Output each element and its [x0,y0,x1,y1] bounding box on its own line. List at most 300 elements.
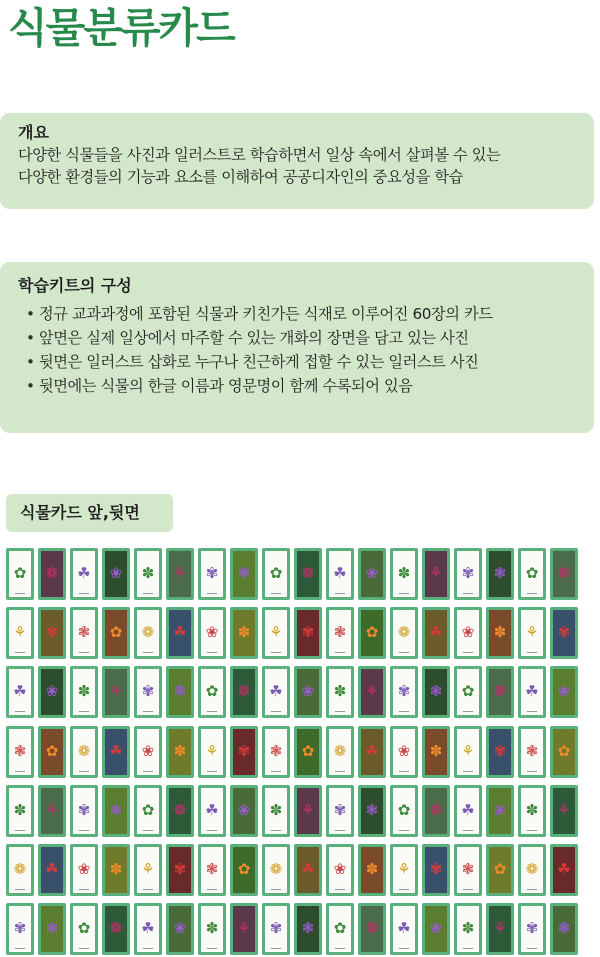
flower-icon: ⚘ [397,860,411,879]
plant-card-back-illustration [134,785,162,837]
plant-card-front-photo [102,666,130,718]
flower-icon: ⚘ [109,682,123,701]
kit-item: • 정규 교과과정에 포함된 식물과 키친가든 식재로 이루어진 60장의 카드 [26,302,576,326]
plant-card-back-illustration [454,844,482,896]
kit-item: • 뒷면에는 식물의 한글 이름과 영문명이 함께 수록되어 있음 [26,374,576,398]
plant-card-front-photo [422,844,450,896]
plant-card-front-photo [230,548,258,600]
card-caption-line [527,948,537,949]
flower-icon: ❀ [237,801,251,820]
plant-card-front-photo [38,666,66,718]
flower-icon: ❀ [109,564,123,583]
plant-card-back-illustration [518,785,546,837]
flower-icon: ❀ [397,742,411,761]
plant-card-back-illustration [70,548,98,600]
plant-card-back-illustration [262,785,290,837]
card-caption-line [79,830,89,831]
plant-card-back-illustration [198,607,226,659]
card-caption-line [271,711,281,712]
flower-icon: ☘ [397,919,411,938]
flower-icon: ❁ [397,623,411,642]
flower-icon: ✿ [45,742,59,761]
card-caption-line [143,948,153,949]
plant-card-front-photo [294,844,322,896]
plant-card-back-illustration [6,666,34,718]
flower-icon: ⚘ [461,742,475,761]
card-caption-line [399,771,409,772]
flower-icon: ✾ [429,860,443,879]
flower-icon: ⚘ [269,623,283,642]
flower-icon: ☘ [77,564,91,583]
plant-card-back-illustration [518,903,546,955]
flower-icon: ❀ [333,860,347,879]
plant-card-front-photo [486,548,514,600]
flower-icon: ⚘ [493,919,507,938]
card-caption-line [271,771,281,772]
plant-card-front-photo [166,607,194,659]
card-caption-line [335,771,345,772]
card-caption-line [15,771,25,772]
plant-card-front-photo [230,726,258,778]
plant-card-grid [6,548,583,953]
card-caption-line [399,830,409,831]
plant-card-front-photo [102,726,130,778]
plant-card-back-illustration [518,726,546,778]
flower-icon: ✾ [13,919,27,938]
plant-card-back-illustration [454,607,482,659]
kit-list [18,302,576,398]
plant-card-back-illustration [6,548,34,600]
plant-card-front-photo [294,548,322,600]
flower-icon: ❁ [237,682,251,701]
plant-card-front-photo [550,607,578,659]
flower-icon: ❃ [333,623,347,642]
overview-line: 다양한 환경들의 기능과 요소를 이해하여 공공디자인의 중요성을 학습 [18,168,463,186]
flower-icon: ❃ [429,682,443,701]
flower-icon: ☘ [141,919,155,938]
overview-heading: 개요 [18,123,49,142]
plant-card-back-illustration [6,844,34,896]
flower-icon: ❁ [109,919,123,938]
card-caption-line [207,948,217,949]
flower-icon: ✾ [77,801,91,820]
flower-icon: ❀ [173,919,187,938]
flower-icon: ❃ [269,742,283,761]
plant-card-back-illustration [198,548,226,600]
plant-card-back-illustration [390,607,418,659]
flower-icon: ❃ [301,919,315,938]
plant-card-front-photo [422,903,450,955]
plant-card-back-illustration [390,548,418,600]
flower-icon: ✿ [77,919,91,938]
flower-icon: ❁ [141,623,155,642]
card-caption-line [463,593,473,594]
card-caption-line [527,771,537,772]
flower-icon: ☘ [109,742,123,761]
card-caption-line [207,593,217,594]
flower-icon: ❃ [205,860,219,879]
flower-icon: ✿ [269,564,283,583]
flower-icon: ☘ [13,682,27,701]
card-caption-line [15,889,25,890]
flower-icon: ❃ [493,564,507,583]
plant-card-front-photo [230,903,258,955]
plant-card-back-illustration [262,548,290,600]
flower-icon: ❀ [45,682,59,701]
flower-icon: ⚘ [141,860,155,879]
plant-card-front-photo [38,844,66,896]
card-caption-line [79,889,89,890]
plant-card-front-photo [486,785,514,837]
plant-card-back-illustration [454,548,482,600]
plant-card-front-photo [422,785,450,837]
plant-card-back-illustration [390,785,418,837]
flower-icon: ✿ [493,860,507,879]
flower-icon: ❃ [45,919,59,938]
card-caption-line [463,889,473,890]
plant-card-back-illustration [454,903,482,955]
plant-card-front-photo [294,785,322,837]
flower-icon: ✿ [333,919,347,938]
card-caption-line [79,948,89,949]
card-caption-line [15,711,25,712]
flower-icon: ❃ [237,564,251,583]
flower-icon: ☘ [429,623,443,642]
flower-icon: ❁ [429,801,443,820]
flower-icon: ❁ [333,742,347,761]
flower-icon: ✾ [525,919,539,938]
plant-card-front-photo [38,785,66,837]
card-caption-line [527,889,537,890]
plant-card-back-illustration [262,666,290,718]
flower-icon: ❀ [365,564,379,583]
plant-card-front-photo [550,844,578,896]
flower-icon: ⚘ [525,623,539,642]
plant-card-back-illustration [262,844,290,896]
plant-card-front-photo [422,548,450,600]
plant-card-back-illustration [326,548,354,600]
flower-icon: ✾ [237,742,251,761]
flower-icon: ✾ [301,623,315,642]
flower-icon: ✿ [461,682,475,701]
plant-card-back-illustration [262,726,290,778]
plant-card-front-photo [550,903,578,955]
plant-card-back-illustration [262,903,290,955]
plant-card-back-illustration [390,726,418,778]
card-caption-line [463,771,473,772]
plant-card-back-illustration [70,844,98,896]
card-caption-line [527,593,537,594]
flower-icon: ❀ [461,623,475,642]
plant-card-front-photo [230,607,258,659]
plant-card-back-illustration [70,903,98,955]
plant-card-front-photo [294,666,322,718]
flower-icon: ⚘ [557,801,571,820]
flower-icon: ☘ [333,564,347,583]
plant-card-front-photo [294,607,322,659]
card-caption-line [463,948,473,949]
card-caption-line [207,771,217,772]
card-caption-line [271,652,281,653]
flower-icon: ✽ [461,919,475,938]
flower-icon: ⚘ [365,682,379,701]
flower-icon: ✽ [205,919,219,938]
plant-card-front-photo [358,785,386,837]
plant-card-front-photo [102,903,130,955]
flower-icon: ☘ [525,682,539,701]
card-caption-line [399,948,409,949]
flower-icon: ❃ [461,860,475,879]
plant-card-front-photo [38,548,66,600]
card-caption-line [207,711,217,712]
card-caption-line [15,652,25,653]
plant-card-front-photo [102,607,130,659]
plant-card-front-photo [550,726,578,778]
flower-icon: ❁ [525,860,539,879]
card-caption-line [399,652,409,653]
card-caption-line [335,889,345,890]
flower-icon: ☘ [269,682,283,701]
flower-icon: ❃ [13,742,27,761]
plant-card-front-photo [230,785,258,837]
card-caption-line [335,948,345,949]
flower-icon: ✾ [45,623,59,642]
flower-icon: ❀ [141,742,155,761]
flower-icon: ✾ [173,860,187,879]
plant-card-back-illustration [134,903,162,955]
flower-icon: ❁ [13,860,27,879]
flower-icon: ✾ [557,623,571,642]
flower-icon: ⚘ [237,919,251,938]
card-caption-line [463,652,473,653]
flower-icon: ⚘ [45,801,59,820]
flower-icon: ❁ [301,564,315,583]
plant-card-front-photo [422,666,450,718]
flower-icon: ✾ [205,564,219,583]
plant-card-front-photo [486,844,514,896]
flower-icon: ❃ [557,919,571,938]
plant-card-front-photo [166,903,194,955]
plant-card-back-illustration [262,607,290,659]
plant-card-front-photo [422,607,450,659]
flower-icon: ✽ [141,564,155,583]
plant-card-back-illustration [198,844,226,896]
plant-card-front-photo [294,726,322,778]
card-caption-line [335,593,345,594]
flower-icon: ❁ [45,564,59,583]
card-caption-line [143,830,153,831]
flower-icon: ✽ [109,860,123,879]
plant-card-front-photo [38,607,66,659]
cards-section-label: 식물카드 앞,뒷면 [6,494,173,532]
flower-icon: ❃ [365,801,379,820]
flower-icon: ✽ [333,682,347,701]
flower-icon: ☘ [45,860,59,879]
plant-card-back-illustration [70,785,98,837]
plant-card-front-photo [358,903,386,955]
flower-icon: ✾ [461,564,475,583]
card-caption-line [463,711,473,712]
card-caption-line [15,593,25,594]
card-caption-line [527,830,537,831]
flower-icon: ✽ [397,564,411,583]
card-caption-line [335,652,345,653]
plant-card-back-illustration [326,785,354,837]
plant-card-front-photo [102,785,130,837]
flower-icon: ✽ [525,801,539,820]
flower-icon: ✿ [365,623,379,642]
flower-icon: ✿ [525,564,539,583]
flower-icon: ❃ [77,623,91,642]
plant-card-front-photo [358,844,386,896]
card-caption-line [399,889,409,890]
flower-icon: ⚘ [301,801,315,820]
plant-card-back-illustration [198,666,226,718]
flower-icon: ❃ [109,801,123,820]
flower-icon: ✽ [237,623,251,642]
flower-icon: ❁ [173,801,187,820]
plant-card-front-photo [102,548,130,600]
plant-card-back-illustration [6,726,34,778]
flower-icon: ⚘ [13,623,27,642]
flower-icon: ❁ [493,682,507,701]
plant-card-back-illustration [70,666,98,718]
plant-card-front-photo [358,548,386,600]
plant-card-back-illustration [326,844,354,896]
kit-item: • 뒷면은 일러스트 삽화로 누구나 친근하게 접할 수 있는 일러스트 사진 [26,350,576,374]
flower-icon: ☘ [205,801,219,820]
plant-card-front-photo [166,548,194,600]
card-caption-line [207,652,217,653]
plant-card-front-photo [358,607,386,659]
plant-card-front-photo [486,666,514,718]
card-caption-line [335,711,345,712]
flower-icon: ⚘ [429,564,443,583]
plant-card-back-illustration [326,666,354,718]
plant-card-front-photo [230,666,258,718]
card-caption-line [271,830,281,831]
plant-card-front-photo [358,666,386,718]
page-title: 식물분류카드 [8,4,234,52]
card-caption-line [399,711,409,712]
flower-icon: ❀ [301,682,315,701]
plant-card-back-illustration [198,903,226,955]
plant-card-back-illustration [134,607,162,659]
flower-icon: ⚘ [173,564,187,583]
flower-icon: ✽ [429,742,443,761]
flower-icon: ✿ [13,564,27,583]
flower-icon: ❁ [365,919,379,938]
flower-icon: ✾ [333,801,347,820]
card-caption-line [335,830,345,831]
plant-card-back-illustration [6,903,34,955]
card-caption-line [143,593,153,594]
plant-card-front-photo [38,726,66,778]
flower-icon: ☘ [173,623,187,642]
card-caption-line [271,948,281,949]
flower-icon: ✾ [269,919,283,938]
flower-icon: ❀ [205,623,219,642]
plant-card-front-photo [166,844,194,896]
card-caption-line [143,652,153,653]
plant-card-back-illustration [134,844,162,896]
plant-card-back-illustration [326,903,354,955]
plant-card-front-photo [166,785,194,837]
plant-card-back-illustration [326,607,354,659]
plant-card-front-photo [550,548,578,600]
flower-icon: ✿ [557,742,571,761]
flower-icon: ✿ [301,742,315,761]
plant-card-front-photo [486,607,514,659]
flower-icon: ✽ [269,801,283,820]
plant-card-back-illustration [198,785,226,837]
flower-icon: ❀ [429,919,443,938]
plant-card-front-photo [294,903,322,955]
plant-card-back-illustration [134,666,162,718]
plant-card-front-photo [166,666,194,718]
plant-card-front-photo [486,903,514,955]
flower-icon: ❁ [557,564,571,583]
flower-icon: ❀ [77,860,91,879]
card-caption-line [79,771,89,772]
card-caption-line [271,889,281,890]
plant-card-back-illustration [134,548,162,600]
plant-card-back-illustration [390,903,418,955]
card-caption-line [79,711,89,712]
flower-icon: ✿ [237,860,251,879]
flower-icon: ☘ [461,801,475,820]
flower-icon: ✾ [397,682,411,701]
plant-card-front-photo [422,726,450,778]
plant-card-back-illustration [70,607,98,659]
kit-panel [0,262,594,433]
flower-icon: ❁ [269,860,283,879]
card-caption-line [79,652,89,653]
plant-card-back-illustration [198,726,226,778]
plant-card-back-illustration [326,726,354,778]
flower-icon: ✽ [13,801,27,820]
overview-panel [0,113,594,209]
plant-card-back-illustration [518,548,546,600]
card-caption-line [271,593,281,594]
flower-icon: ⚘ [205,742,219,761]
plant-card-front-photo [550,666,578,718]
flower-icon: ✾ [141,682,155,701]
card-caption-line [143,889,153,890]
flower-icon: ✽ [493,623,507,642]
plant-card-back-illustration [518,607,546,659]
flower-icon: ✿ [205,682,219,701]
card-caption-line [207,889,217,890]
plant-card-front-photo [550,785,578,837]
overview-line: 다양한 식물들을 사진과 일러스트로 학습하면서 일상 속에서 살펴볼 수 있는 [18,146,501,164]
card-caption-line [399,593,409,594]
flower-icon: ❃ [525,742,539,761]
card-caption-line [143,771,153,772]
card-caption-line [527,711,537,712]
card-caption-line [463,830,473,831]
card-caption-line [79,593,89,594]
flower-icon: ✿ [141,801,155,820]
plant-card-back-illustration [134,726,162,778]
kit-heading: 학습키트의 구성 [18,276,132,295]
plant-card-back-illustration [70,726,98,778]
card-caption-line [15,948,25,949]
plant-card-back-illustration [6,785,34,837]
card-caption-line [15,830,25,831]
card-caption-line [207,830,217,831]
plant-card-back-illustration [454,666,482,718]
